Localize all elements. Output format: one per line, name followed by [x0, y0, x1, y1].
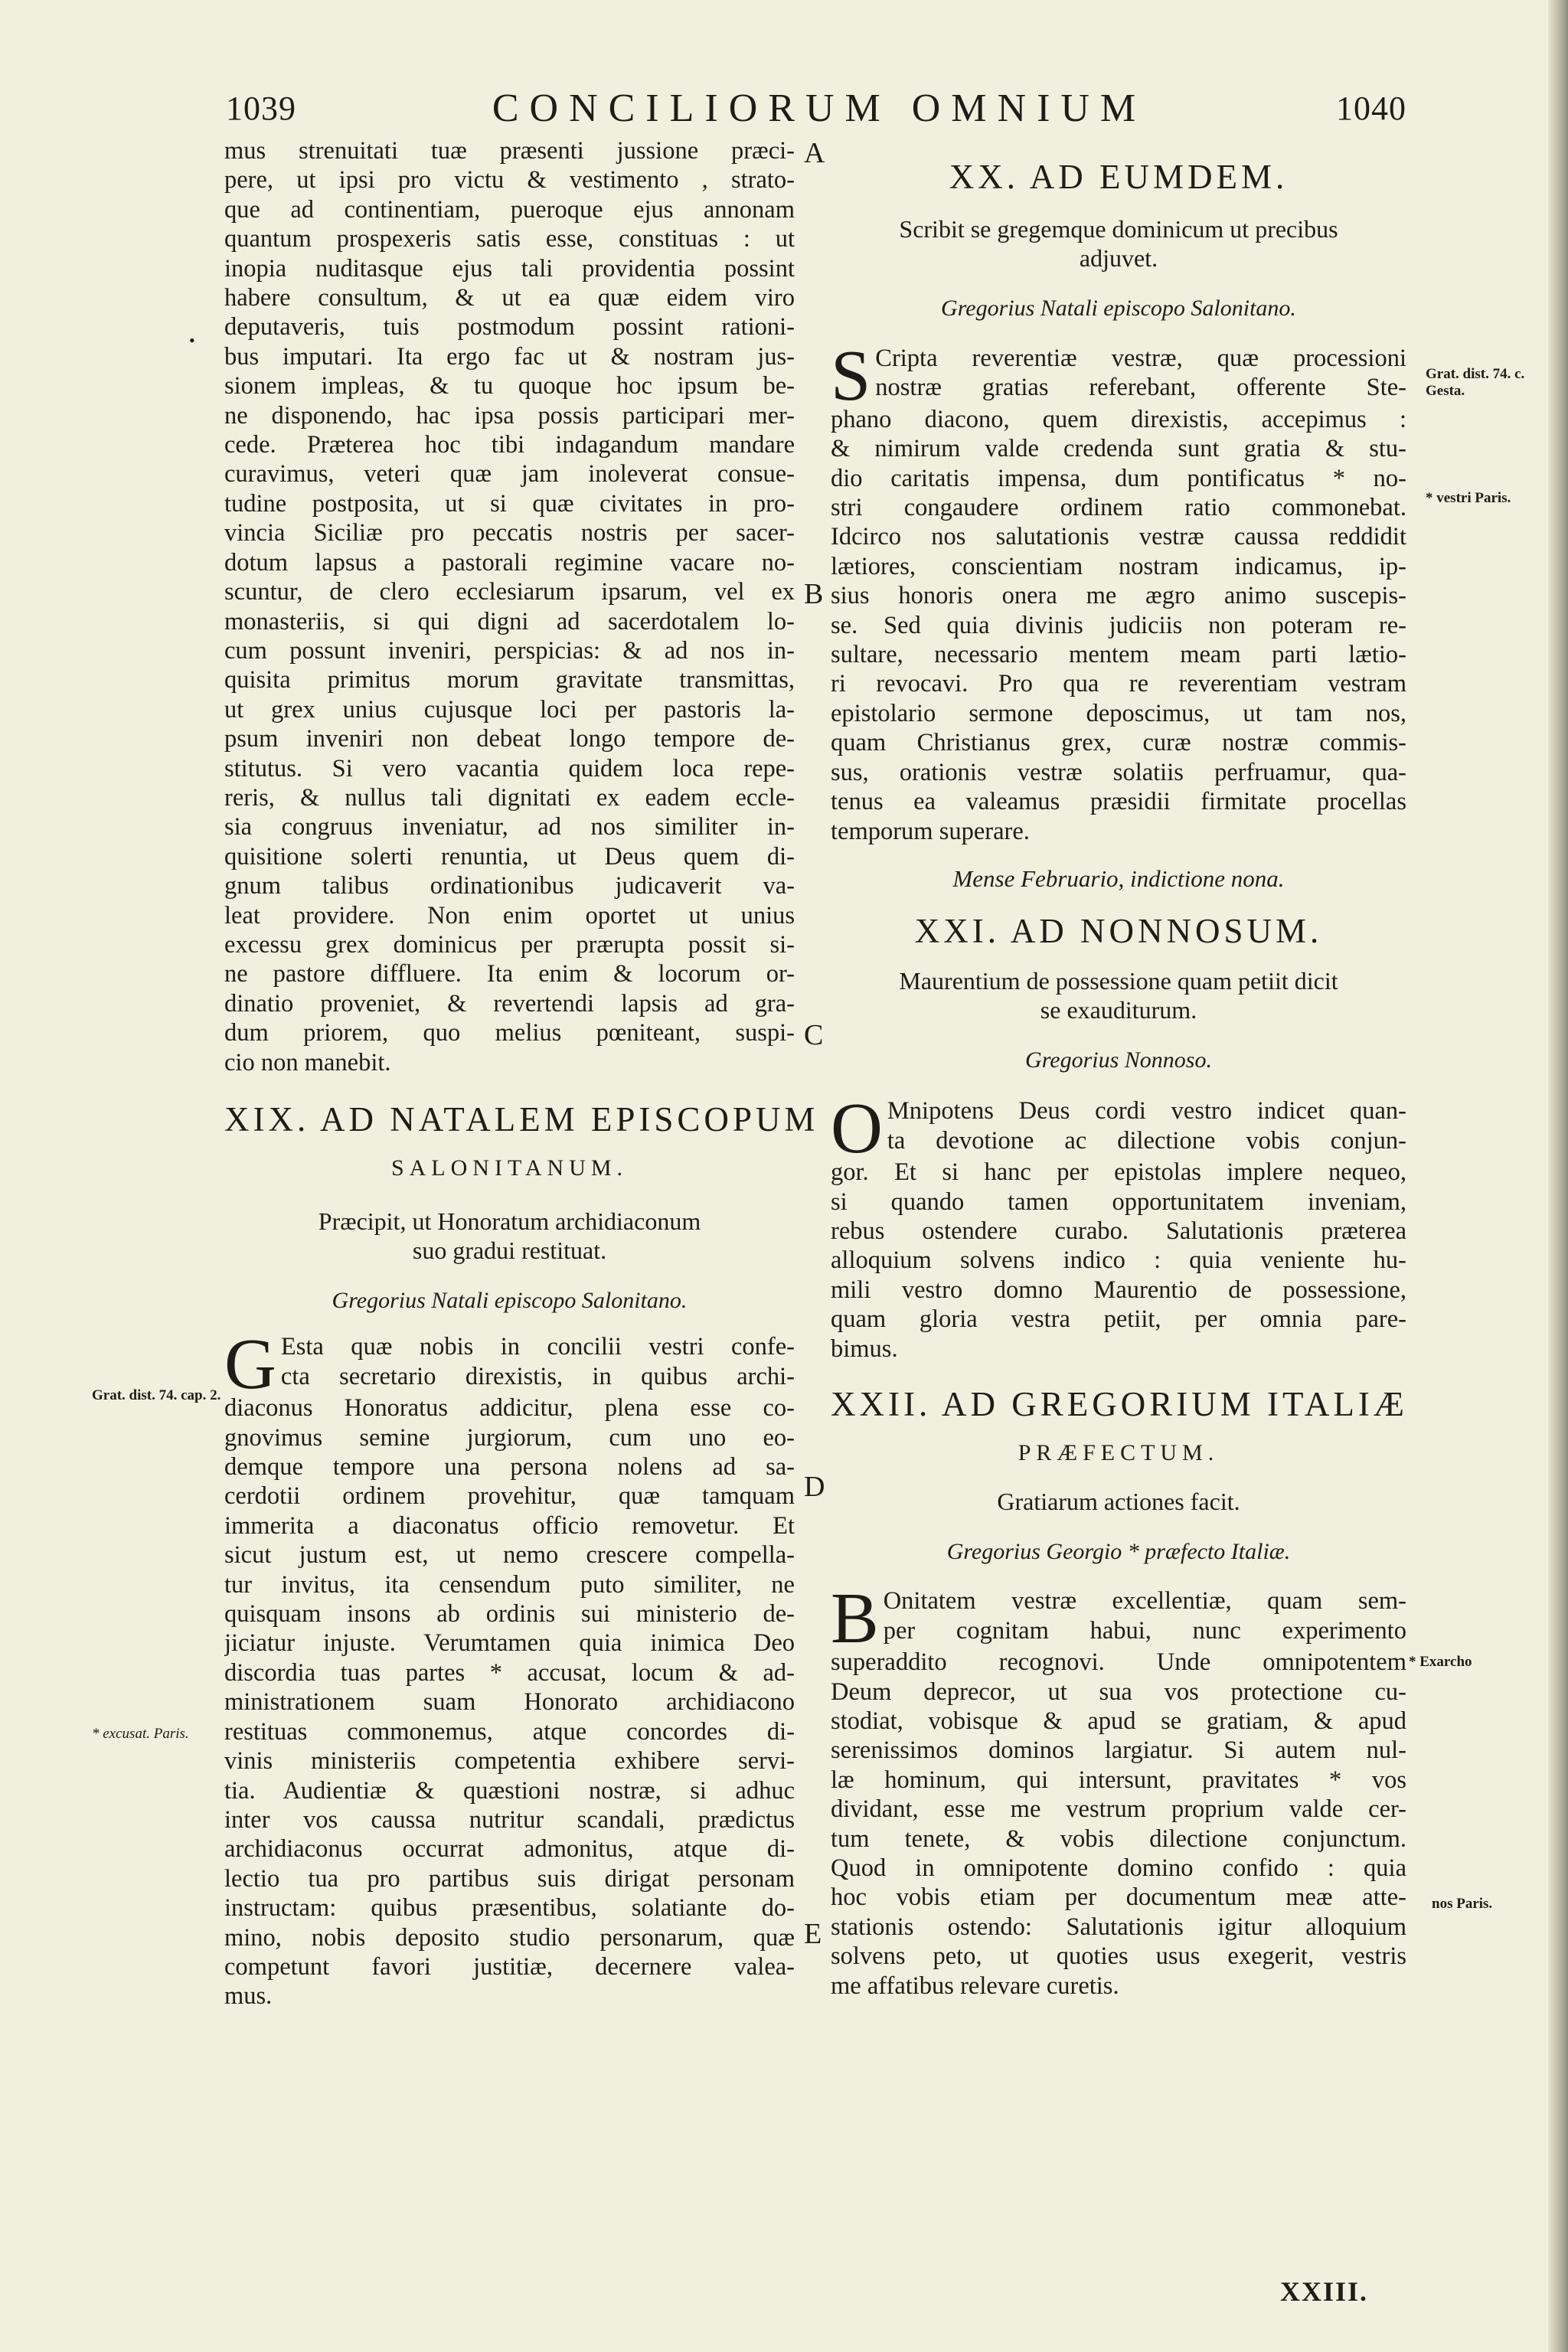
- text-line: ne pastore diffluere. Ita enim & locorum or-: [224, 960, 795, 988]
- text-line: que ad continentiam, pueroque ejus annonam: [224, 195, 795, 224]
- text-line: competunt favori justitiæ, decernere valea-: [224, 1952, 795, 1981]
- text-line: quisquam insons ab ordinis sui ministerio de-: [224, 1600, 795, 1628]
- text-line: tia. Audientiæ & quæstioni nostræ, si adhuc: [224, 1776, 795, 1805]
- summary-line: Præcipit, ut Honoratum archidiaconum: [318, 1207, 701, 1235]
- text-line: phano diacono, quem direxistis, accepimus :: [831, 405, 1406, 433]
- letter-heading-xix: XIX. AD NATALEM EPISCOPUM: [224, 1100, 819, 1138]
- text-line: lætiores, conscientiam nostram indicamus, ip-: [831, 552, 1406, 580]
- text-line: læ hominum, qui intersunt, pravitates * vos: [831, 1766, 1406, 1794]
- text-line: quisitione solerti renuntia, ut Deus quem di-: [224, 842, 795, 871]
- letter-summary-xxi: [831, 966, 1406, 1024]
- text-line: vinis ministeriis competentia exhibere servi-: [224, 1747, 795, 1775]
- text-line: ta devotione ac dilectione vobis conjun-: [887, 1126, 1406, 1155]
- text-line: inter vos caussa nutritur scandali, prædictus: [224, 1805, 795, 1834]
- text-line: gnum talibus ordinationibus judicaverit va-: [224, 872, 795, 900]
- text-line: sia congruus inveniatur, ad nos similiter in-: [224, 813, 795, 841]
- text-line: reris, & nullus tali dignitati ex eadem eccle-: [224, 783, 795, 812]
- drop-cap: G: [224, 1332, 276, 1394]
- section-letter-b: B: [804, 578, 824, 610]
- margin-note-gratian-gesta: Grat. dist. 74. c. Gesta.: [1426, 366, 1525, 399]
- text-line: Cripta reverentiæ vestræ, quæ processioni: [875, 344, 1406, 372]
- letter-summary-xxii: Gratiarum actiones facit.: [997, 1487, 1240, 1515]
- text-line: restituas commonemus, atque concordes di-: [224, 1717, 795, 1746]
- text-line: vincia Siciliæ pro peccatis nostris per sacer-: [224, 519, 795, 547]
- section-letter-d: D: [804, 1471, 825, 1503]
- letter-summary-xx: [831, 214, 1406, 273]
- text-line: ut grex unius cujusque loci per pastoris la-: [224, 695, 795, 724]
- margin-note-gratian-cap2: Grat. dist. 74. cap. 2.: [92, 1387, 221, 1403]
- text-line: stationis ostendo: Salutationis igitur alloquium: [831, 1913, 1406, 1941]
- text-line: cta secretario direxistis, in quibus archi-: [280, 1362, 795, 1390]
- summary-line: Scribit se gregemque dominicum ut precibus: [899, 215, 1338, 243]
- text-line: jiciatur injuste. Verumtamen quia inimica Deo: [224, 1629, 795, 1658]
- letter-salutation-xix: Gregorius Natali episcopo Salonitano.: [332, 1287, 688, 1313]
- text-line: Mnipotens Deus cordi vestro indicet quan-: [887, 1097, 1406, 1125]
- text-line: leat providere. Non enim oportet ut unius: [224, 901, 795, 929]
- text-line: tudine postposita, ut si quæ civitates in pro-: [224, 489, 795, 518]
- text-line: Deum deprecor, ut sua vos protectione cu-: [831, 1677, 1406, 1706]
- text-line: si quando tamen opportunitatem inveniam,: [831, 1187, 1406, 1216]
- section-letter-e: E: [804, 1918, 822, 1950]
- text-line: dividant, esse me vestrum proprium valde cer-: [831, 1795, 1406, 1824]
- drop-cap: O: [831, 1096, 883, 1158]
- text-line: ministrationem suam Honorato archidiacono: [224, 1688, 795, 1717]
- text-line: diaconus Honoratus addicitur, plena esse co-: [224, 1394, 795, 1423]
- text-line: ne disponendo, hac ipsa possis participari mer-: [224, 401, 795, 430]
- letter-continuation: [224, 136, 795, 1077]
- text-line: nostræ gratias referebant, offerente Ste-: [875, 374, 1406, 402]
- text-line: temporum superare.: [831, 817, 1030, 845]
- summary-line: se exauditurum.: [1040, 995, 1197, 1024]
- text-line: stodiat, vobisque & apud se gratiam, & apud: [831, 1707, 1406, 1735]
- text-line: cum possunt inveniri, perspicias: & ad nos in-: [224, 636, 795, 665]
- text-line: epistolario sermone deposcimus, ut tam nos,: [831, 699, 1406, 727]
- margin-note-exarcho: * Exarcho: [1409, 1654, 1472, 1670]
- summary-line: suo gradui restituat.: [412, 1236, 607, 1264]
- text-line: mus strenuitati tuæ præsenti jussione præci-: [224, 137, 795, 165]
- text-line: quantum prospexeris satis esse, constituas : ut: [224, 225, 795, 253]
- text-line: serenissimos dominos largiatur. Si autem nul-: [831, 1736, 1406, 1765]
- text-line: inopia nuditasque ejus tali providentia possint: [224, 254, 795, 283]
- text-line: rebus ostendere curabo. Salutationis præterea: [831, 1217, 1406, 1245]
- text-line: solvens peto, ut quoties usus exegerit, vestris: [831, 1942, 1406, 1971]
- text-line: habere consultum, & ut ea quæ eidem viro: [224, 284, 795, 312]
- text-line: monasteriis, si qui digni ad sacerdotalem lo-: [224, 607, 795, 635]
- left-column: [224, 136, 819, 2011]
- text-line: excessu grex dominicus per prærupta possit si-: [224, 930, 795, 959]
- letter-salutation-xxi: Gregorius Nonnoso.: [1025, 1047, 1212, 1073]
- letter-subheading-xix: SALONITANUM.: [390, 1155, 629, 1181]
- text-line: tur invitus, ita censendum puto similiter, ne: [224, 1570, 795, 1599]
- text-line: sius honoris onera me ægro animo suscepis-: [831, 582, 1406, 610]
- letter-summary-xix: [224, 1207, 795, 1265]
- letter-heading-xxi: XXI. AD NONNOSUM.: [914, 912, 1323, 951]
- text-line: me affatibus relevare curetis.: [831, 1971, 1119, 2000]
- summary-line: adjuvet.: [1079, 244, 1158, 273]
- text-line: bus imputari. Ita ergo fac ut & nostram jus-: [224, 342, 795, 371]
- text-line: dum priorem, quo melius pœniteant, suspi-: [224, 1019, 795, 1047]
- text-line: discordia tuas partes * accusat, locum & ad-: [224, 1658, 795, 1687]
- text-line: Esta quæ nobis in concilii vestri confe-: [280, 1333, 795, 1361]
- text-line: sicut justum est, ut nemo crescere compella-: [224, 1541, 795, 1570]
- text-line: gnovimus semine jurgiorum, cum uno eo-: [224, 1423, 795, 1452]
- text-line: demque tempore una persona nolens ad sa-: [224, 1453, 795, 1481]
- drop-cap: B: [831, 1586, 879, 1648]
- text-line: alloquium solvens indico : quia veniente hu-: [831, 1246, 1406, 1275]
- text-line: archidiaconus occurrat admonitus, atque di-: [224, 1835, 795, 1864]
- text-line: deputaveris, tuis postmodum possint rationi-: [224, 313, 795, 341]
- letter-body-xxii: [831, 1586, 1406, 2001]
- text-line: instructam: quibus præsentibus, solatiante do-: [224, 1894, 795, 1922]
- margin-note-vestri: * vestri Paris.: [1426, 490, 1511, 506]
- text-line: quam Christianus grex, curæ nostræ commis-: [831, 729, 1406, 757]
- letter-body-xxi: [831, 1096, 1406, 1364]
- text-line: psum inveniri non debeat longo tempore de-: [224, 725, 795, 753]
- margin-note-excusat: * excusat. Paris.: [92, 1726, 189, 1742]
- text-line: cerdotii ordinem provehitur, quæ tamquam: [224, 1482, 795, 1511]
- text-line: scuntur, de clero ecclesiarum ipsarum, vel ex: [224, 578, 795, 606]
- text-line: lectio tua pro partibus suis dirigat personam: [224, 1864, 795, 1893]
- text-line: mus.: [224, 1982, 273, 2011]
- text-line: mili vestro domno Maurentio de possessione,: [831, 1276, 1406, 1304]
- text-line: sultare, necessario mentem meam parti lætio-: [831, 641, 1406, 669]
- page-number-left: 1039: [226, 90, 296, 127]
- right-column: [831, 158, 1408, 2001]
- page-edge: [1548, 0, 1568, 2352]
- text-line: tum tenete, & vobis dilectione conjunctum.: [831, 1824, 1406, 1853]
- summary-line: Maurentium de possessione quam petiit dicit: [899, 966, 1338, 995]
- text-line: quisita primitus morum gravitate transmittas,: [224, 666, 795, 694]
- text-line: Quod in omnipotente domino confido : quia: [831, 1854, 1406, 1883]
- letter-body-xix: [224, 1332, 795, 2011]
- text-line: bimus.: [831, 1334, 898, 1363]
- text-line: mino, nobis deposito studio personarum, quæ: [224, 1923, 795, 1952]
- text-line: se. Sed quia divinis judiciis non poteram re-: [831, 611, 1406, 639]
- text-line: curavimus, veteri quæ jam inoleverat consue-: [224, 460, 795, 488]
- text-line: tenus ea valeamus præsidii firmitate procellas: [831, 788, 1406, 816]
- section-letter-a: A: [804, 137, 825, 169]
- text-line: dinatio proveniet, & revertendi lapsis ad gra-: [224, 989, 795, 1018]
- letter-heading-xxii: XXII. AD GREGORIUM ITALIÆ: [831, 1384, 1408, 1423]
- letter-heading-xx: XX. AD EUMDEM.: [949, 158, 1289, 196]
- text-line: sionem impleas, & tu quoque hoc ipsum be-: [224, 372, 795, 400]
- margin-note-nos: nos Paris.: [1432, 1896, 1493, 1912]
- text-line: hoc vobis etiam per documentum meæ atte-: [831, 1883, 1406, 1912]
- page-number-right: 1040: [1336, 90, 1406, 127]
- text-line: quam gloria vestra petiit, per omnia pare-: [831, 1305, 1406, 1334]
- signature-mark: XXIII.: [1280, 2276, 1369, 2307]
- drop-cap: S: [831, 343, 871, 405]
- text-line: gor. Et si hanc per epistolas implere nequeo,: [831, 1158, 1406, 1187]
- text-line: stri congaudere ordinem ratio commonebat.: [831, 494, 1406, 522]
- text-line: sus, orationis vestræ solatiis perfruamur, qua-: [831, 758, 1406, 786]
- letter-subheading-xxii: PRÆFECTUM.: [1018, 1440, 1220, 1466]
- text-line: ri revocavi. Pro qua re reverentiam vestram: [831, 670, 1406, 698]
- text-line: dotum lapsus a pastorali regimine vacare no-: [224, 548, 795, 577]
- letter-body-xx: [831, 344, 1406, 846]
- text-line: Idcirco nos salutationis vestræ caussa reddidit: [831, 523, 1406, 551]
- text-line: stitutus. Si vero vacantia quidem loca repe-: [224, 754, 795, 782]
- letter-dateline-xx: Mense Februario, indictione nona.: [952, 864, 1285, 892]
- text-line: pere, ut ipsi pro victu & vestimento , strato-: [224, 166, 795, 194]
- letter-salutation-xxii: Gregorius Georgio * præfecto Italiæ.: [946, 1538, 1291, 1564]
- text-line: superaddito recognovi. Unde omnipotentem: [831, 1648, 1406, 1677]
- text-line: & nimirum valde credenda sunt gratia & stu-: [831, 435, 1406, 463]
- marginal-bullet: •: [189, 331, 195, 350]
- text-line: cio non manebit.: [224, 1048, 391, 1076]
- text-line: cede. Præterea hoc tibi indagandum mandare: [224, 431, 795, 459]
- letter-salutation-xx: Gregorius Natali episcopo Salonitano.: [941, 296, 1296, 322]
- section-letter-c: C: [804, 1019, 824, 1051]
- text-line: Onitatem vestræ excellentiæ, quam sem-: [883, 1587, 1406, 1615]
- text-line: immerita a diaconatus officio removetur. Et: [224, 1511, 795, 1540]
- text-line: per cognitam habui, nunc experimento: [883, 1616, 1406, 1645]
- text-line: dio caritatis impensa, dum pontificatus * no-: [831, 464, 1406, 492]
- running-head: CONCILIORUM OMNIUM: [492, 87, 1147, 130]
